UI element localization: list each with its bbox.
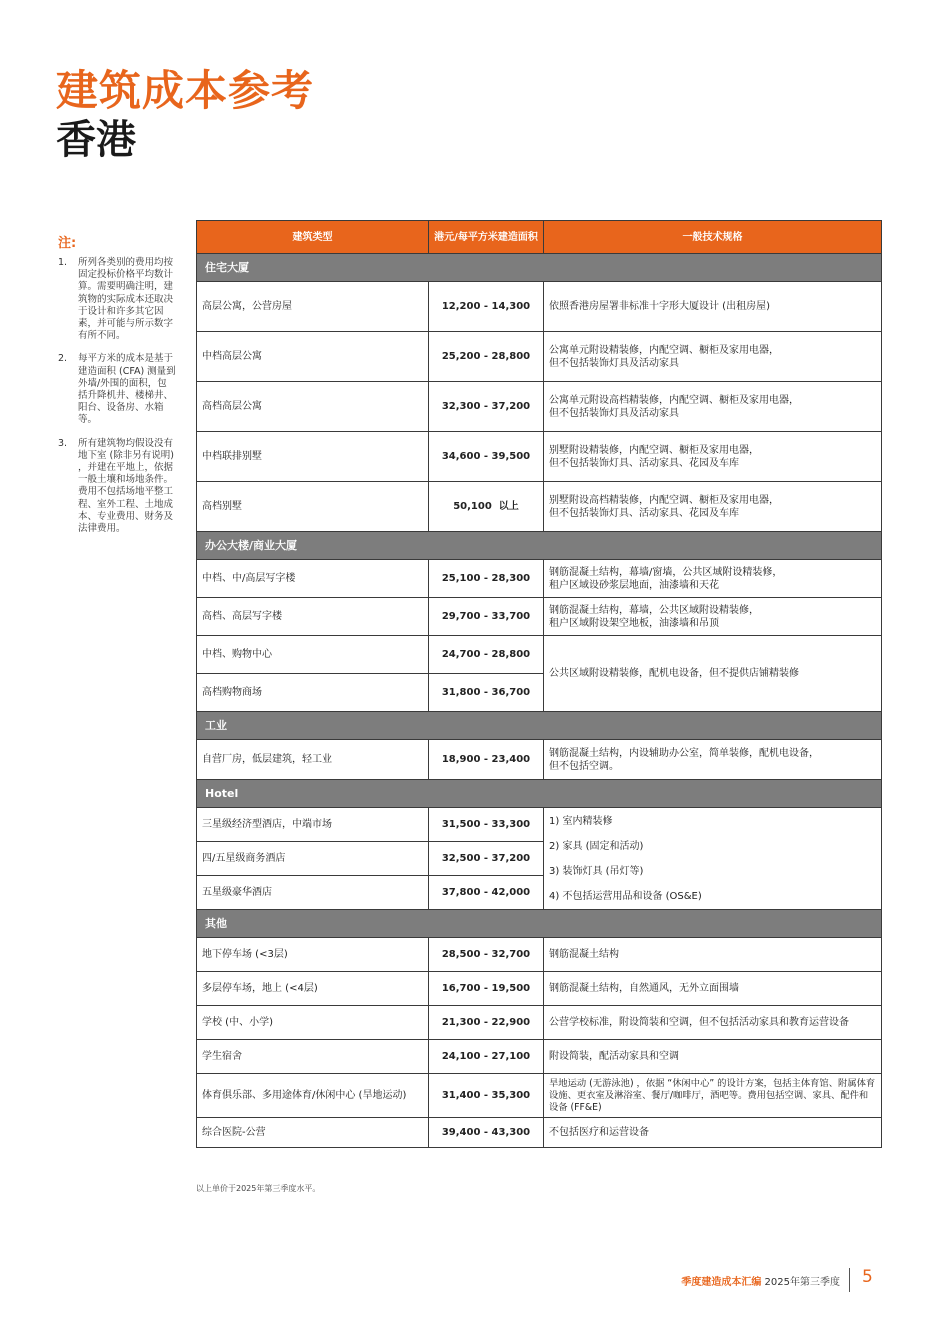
- cell-price: 31,400 - 35,300: [429, 1074, 544, 1118]
- cell-spec: 别墅附设精装修，内配空调、橱柜及家用电器， 但不包括装饰灯具、活动家具、花园及车库: [544, 432, 882, 482]
- cell-type: 综合医院-公营: [197, 1118, 429, 1148]
- cell-type: 高档高层公寓: [197, 382, 429, 432]
- section-title: 工业: [197, 712, 882, 740]
- cell-price: 25,100 - 28,300: [429, 560, 544, 598]
- cell-spec: 公寓单元附设精装修，内配空调、橱柜及家用电器， 但不包括装饰灯具及活动家具: [544, 332, 882, 382]
- section-title: 其他: [197, 910, 882, 938]
- cost-table: [196, 220, 882, 1148]
- cell-spec: 公寓单元附设高档精装修，内配空调、橱柜及家用电器， 但不包括装饰灯具及活动家具: [544, 382, 882, 432]
- cell-type: 体育俱乐部、多用途体育/休闲中心 (旱地运动): [197, 1074, 429, 1118]
- cell-spec: 公营学校标准，附设简装和空调，但不包括活动家具和教育运营设备: [544, 1006, 882, 1040]
- footer-period: 2025年第三季度: [764, 1277, 840, 1288]
- table-row: [197, 432, 882, 482]
- table-row: [197, 382, 882, 432]
- cell-spec: 依照香港房屋署非标准十字形大厦设计 (出租房屋): [544, 282, 882, 332]
- header-building-type: 建筑类型: [197, 221, 429, 254]
- table-row: [197, 598, 882, 636]
- cell-spec: 钢筋混凝土结构，幕墙，公共区域附设精装修， 租户区域附设架空地板，油漆墙和吊顶: [544, 598, 882, 636]
- cell-spec: 钢筋混凝土结构，自然通风，无外立面围墙: [544, 972, 882, 1006]
- section-row-residential: [197, 254, 882, 282]
- table-row: [197, 332, 882, 382]
- page-title: 建筑成本参考: [56, 66, 315, 115]
- cell-spec: 不包括医疗和运营设备: [544, 1118, 882, 1148]
- cell-price: 24,100 - 27,100: [429, 1040, 544, 1074]
- note-item: [58, 438, 176, 536]
- cell-type: 四/五星级商务酒店: [197, 842, 429, 876]
- cell-price: 29,700 - 33,700: [429, 598, 544, 636]
- cell-spec-shared: [544, 808, 882, 910]
- cell-price: 12,200 - 14,300: [429, 282, 544, 332]
- table-row: [197, 560, 882, 598]
- table-header-row: [197, 221, 882, 254]
- note-number: 2.: [58, 353, 68, 365]
- cell-price: 32,300 - 37,200: [429, 382, 544, 432]
- table-row: [197, 482, 882, 532]
- section-row-office: [197, 532, 882, 560]
- cell-price: 18,900 - 23,400: [429, 740, 544, 780]
- table-row: [197, 636, 882, 674]
- cell-type: 高档别墅: [197, 482, 429, 532]
- cell-price: 31,500 - 33,300: [429, 808, 544, 842]
- section-title: 住宅大厦: [197, 254, 882, 282]
- footer-publication-name: 季度建造成本汇编: [681, 1277, 762, 1288]
- cell-type: 多层停车场，地上 (<4层): [197, 972, 429, 1006]
- cell-spec: 钢筋混凝土结构，内设辅助办公室，简单装修，配机电设备， 但不包括空调。: [544, 740, 882, 780]
- table-row: [197, 282, 882, 332]
- section-title: 办公大楼/商业大厦: [197, 532, 882, 560]
- cell-type: 高档购物商场: [197, 674, 429, 712]
- cell-spec: 别墅附设高档精装修，内配空调、橱柜及家用电器， 但不包括装饰灯具、活动家具、花园及车库: [544, 482, 882, 532]
- table-row: [197, 808, 882, 842]
- note-text: 所列各类别的费用均按固定投标价格平均数计算。需要明确注明，建筑物的实际成本还取决于设计和许多其它因素，并可能与所示数字有所不同。: [78, 257, 174, 342]
- section-title: Hotel: [197, 780, 882, 808]
- page-subtitle-location: 香港: [56, 117, 136, 163]
- spec-list-item: 2) 家具 (固定和活动): [549, 840, 644, 852]
- cell-price: 50,100 以上: [429, 482, 544, 532]
- cell-price: 16,700 - 19,500: [429, 972, 544, 1006]
- header-price: 港元/每平方米建造面积: [429, 221, 544, 254]
- cell-type: 自营厂房，低层建筑，轻工业: [197, 740, 429, 780]
- notes-panel: [58, 232, 176, 546]
- section-row-others: [197, 910, 882, 938]
- header-spec: 一般技术规格: [544, 221, 882, 254]
- cell-price: 31,800 - 36,700: [429, 674, 544, 712]
- section-row-hotel: [197, 780, 882, 808]
- spec-list-item: 4) 不包括运营用品和设备 (OS&E): [549, 890, 702, 902]
- footnote: 以上单价于2025年第三季度水平。: [196, 1184, 321, 1193]
- table-row: [197, 1118, 882, 1148]
- cell-type: 地下停车场 (<3层): [197, 938, 429, 972]
- page-number: 5: [862, 1267, 873, 1287]
- note-item: [58, 257, 176, 342]
- cell-price: 21,300 - 22,900: [429, 1006, 544, 1040]
- spec-list-item: 3) 装饰灯具 (吊灯等): [549, 865, 644, 877]
- cell-price: 37,800 - 42,000: [429, 876, 544, 910]
- cell-type: 学生宿舍: [197, 1040, 429, 1074]
- cell-type: 中档联排别墅: [197, 432, 429, 482]
- table-row: [197, 938, 882, 972]
- table-row: [197, 1006, 882, 1040]
- note-number: 3.: [58, 437, 68, 449]
- footer-divider: [849, 1268, 850, 1292]
- table-row: [197, 1074, 882, 1118]
- cell-spec: 附设简装，配活动家具和空调: [544, 1040, 882, 1074]
- cell-type: 中档、购物中心: [197, 636, 429, 674]
- cell-spec: 钢筋混凝土结构: [544, 938, 882, 972]
- cell-type: 高档、高层写字楼: [197, 598, 429, 636]
- note-number: 1.: [58, 257, 68, 268]
- note-text: 每平方米的成本是基于建造面积 (CFA) 测量到外墙/外围的面积，包括升降机井、楼梯井、阳台、设备房、水箱等。: [78, 353, 176, 426]
- section-row-industrial: [197, 712, 882, 740]
- cell-price: 34,600 - 39,500: [429, 432, 544, 482]
- cell-type: 高层公寓，公营房屋: [197, 282, 429, 332]
- footer-publication: [681, 1273, 840, 1288]
- cell-type: 中档高层公寓: [197, 332, 429, 382]
- cell-price: 39,400 - 43,300: [429, 1118, 544, 1148]
- notes-heading: 注:: [58, 236, 77, 251]
- cell-price: 32,500 - 37,200: [429, 842, 544, 876]
- table-row: [197, 1040, 882, 1074]
- cell-spec-shared: 公共区域附设精装修，配机电设备，但不提供店铺精装修: [544, 636, 882, 712]
- table-row: [197, 740, 882, 780]
- cell-spec: 旱地运动 (无游泳池) ，依据 “休闲中心” 的设计方案，包括主体育馆、附属体育设施、更衣室及淋浴室、餐厅/咖啡厅，酒吧等。费用包括空调、家具、配件和设备 (FF&E): [544, 1074, 882, 1118]
- cell-type: 五星级豪华酒店: [197, 876, 429, 910]
- note-item: [58, 353, 176, 426]
- cell-price: 24,700 - 28,800: [429, 636, 544, 674]
- table-row: [197, 972, 882, 1006]
- note-text: 所有建筑物均假设没有地下室 (除非另有说明) ，并建在平地上，依据一般土壤和场地条件。费用不包括场地平整工程、室外工程、土地成本、专业费用、财务及法律费用。: [78, 437, 174, 535]
- cell-type: 中档、中/高层写字楼: [197, 560, 429, 598]
- cell-price: 25,200 - 28,800: [429, 332, 544, 382]
- spec-list-item: 1) 室内精装修: [549, 815, 613, 827]
- cell-type: 学校 (中、小学): [197, 1006, 429, 1040]
- cell-spec: 钢筋混凝土结构，幕墙/窗墙，公共区域附设精装修， 租户区域设砂浆层地面，油漆墙和天花: [544, 560, 882, 598]
- cell-price: 28,500 - 32,700: [429, 938, 544, 972]
- cell-type: 三星级经济型酒店，中端市场: [197, 808, 429, 842]
